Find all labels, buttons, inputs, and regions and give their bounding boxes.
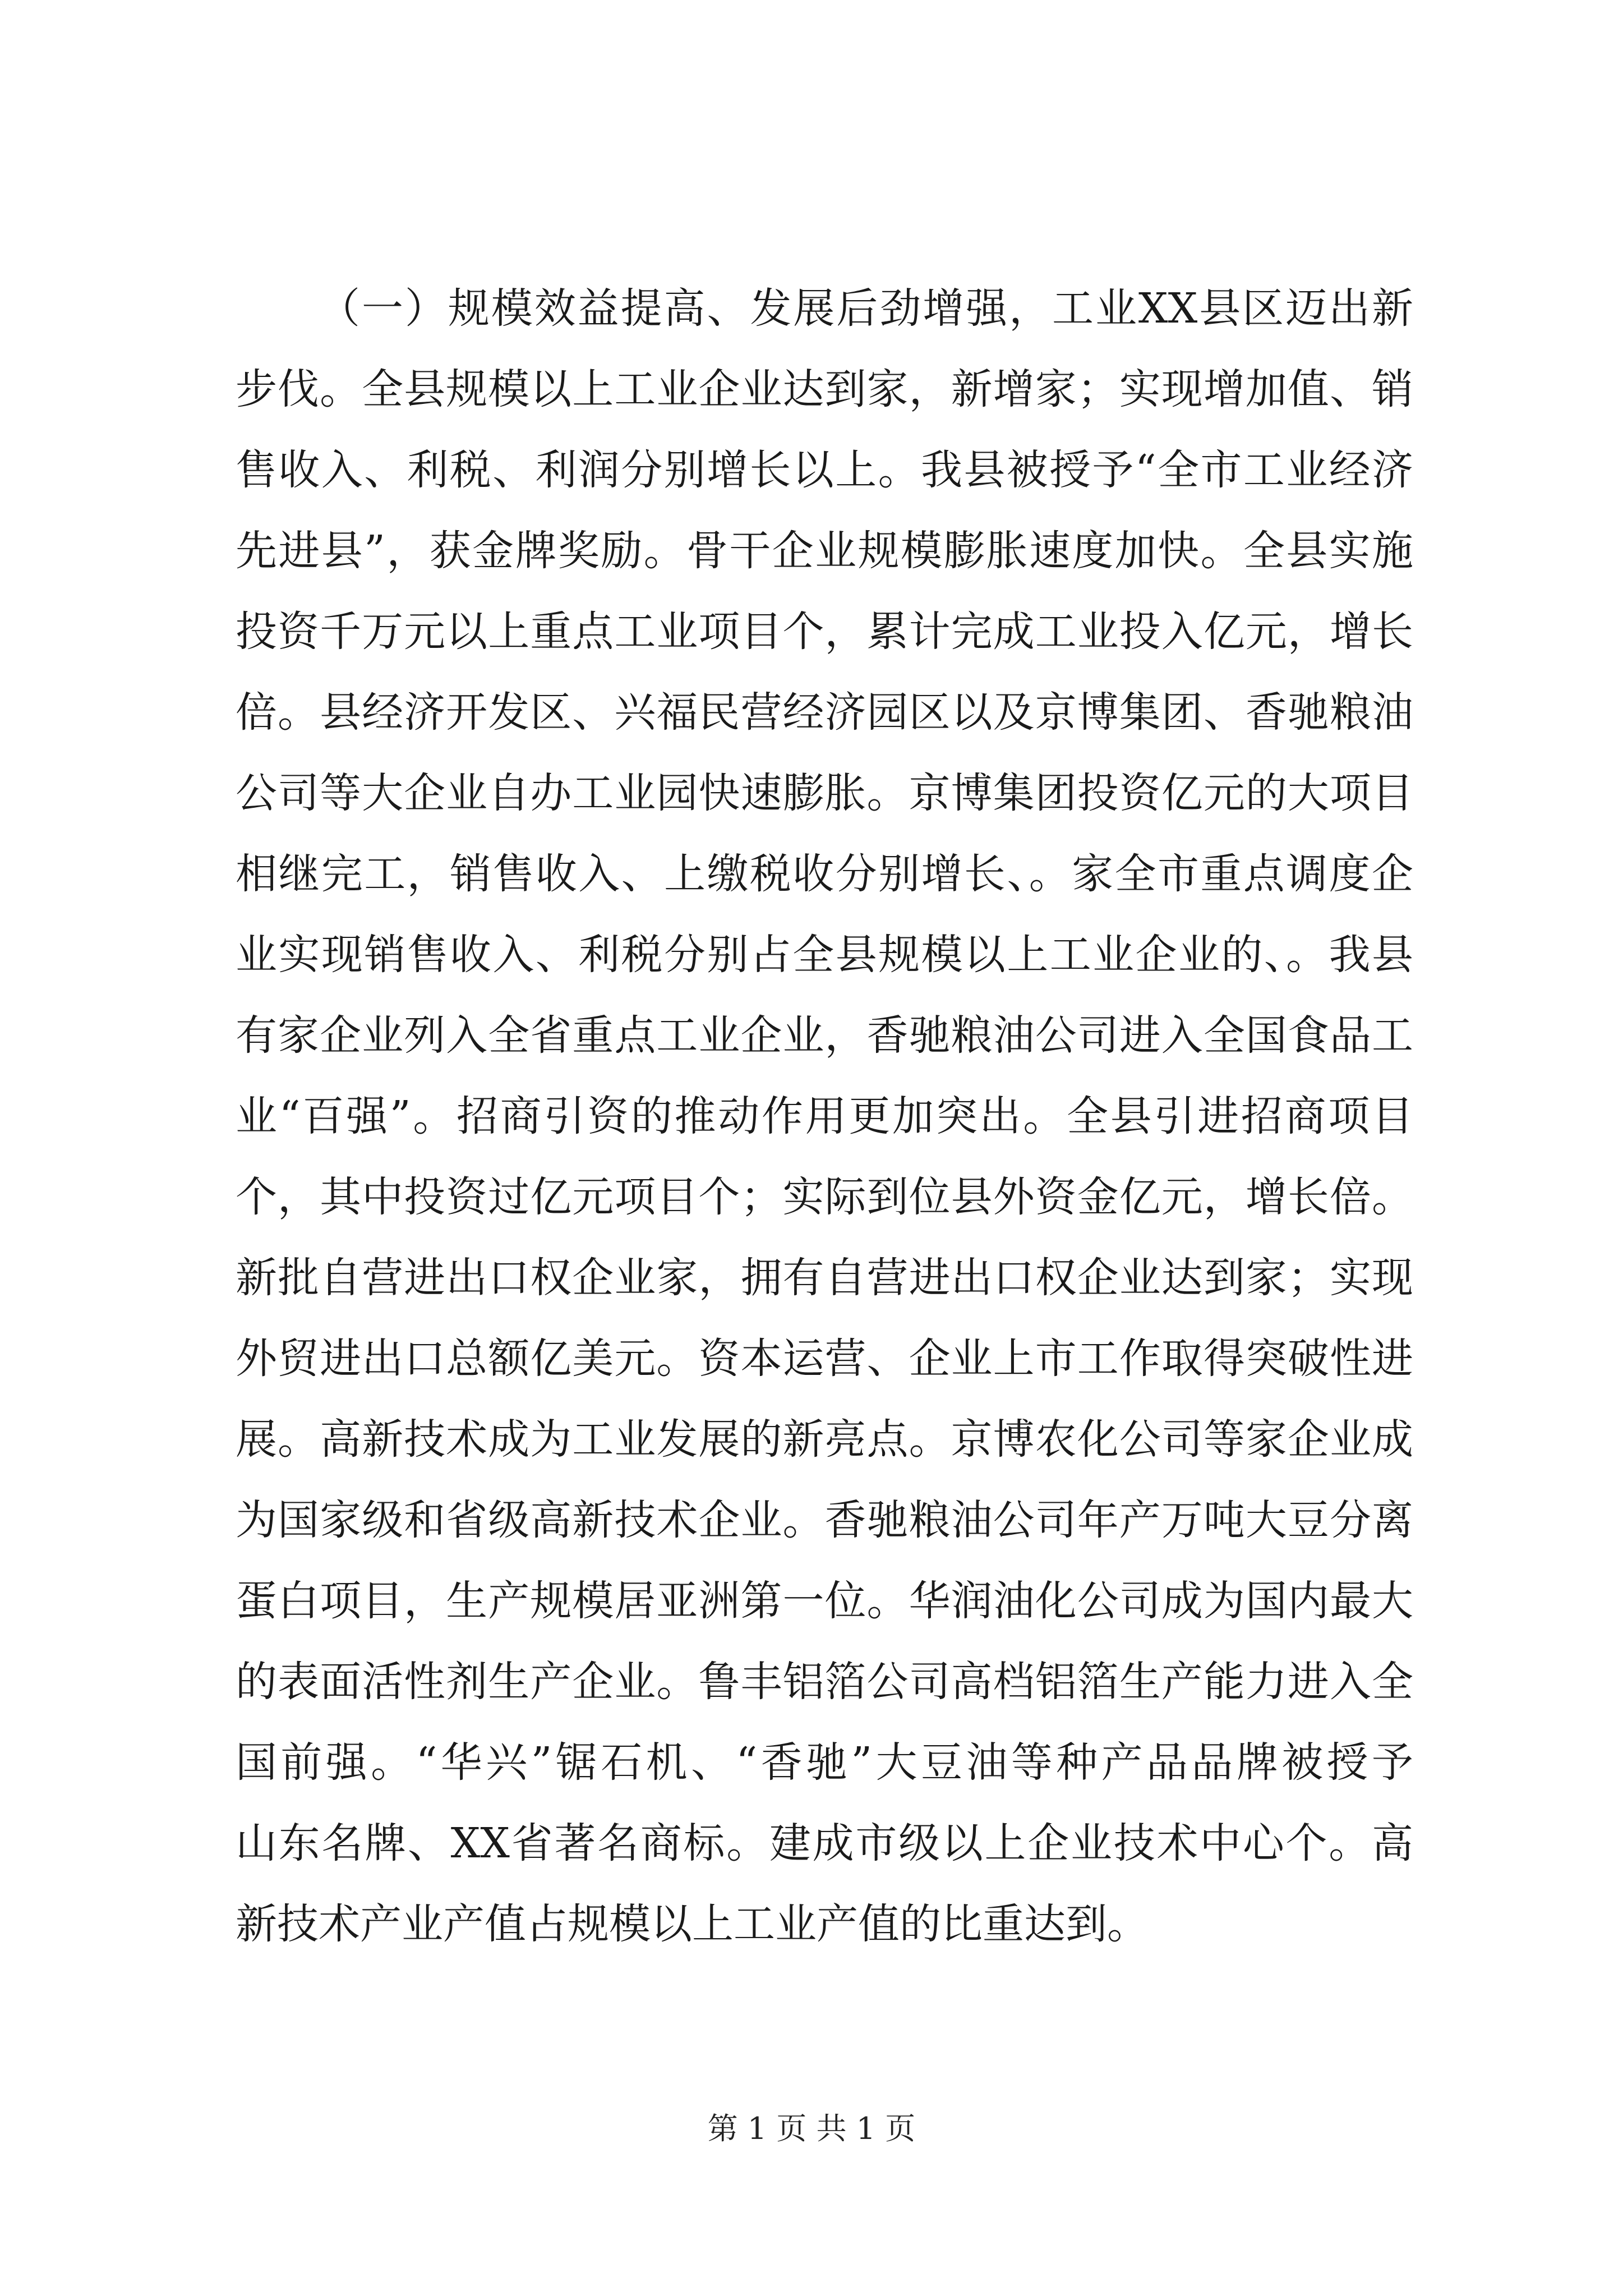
paragraph-line: 新批自营进出口权企业家，拥有自营进出口权企业达到家；实现 — [236, 1254, 1413, 1302]
paragraph-line: 外贸进出口总额亿美元。资本运营、企业上市工作取得突破性进 — [236, 1335, 1413, 1383]
paragraph-line: 的表面活性剂生产企业。鲁丰铝箔公司高档铝箔生产能力进入全 — [236, 1658, 1413, 1706]
paragraph-line: 投资千万元以上重点工业项目个，累计完成工业投入亿元，增长 — [236, 608, 1413, 656]
paragraph-line: 先进县”，获金牌奖励。骨干企业规模膨胀速度加快。全县实施 — [236, 527, 1413, 575]
body-paragraph — [236, 268, 1413, 1964]
paragraph-line: 蛋白项目，生产规模居亚洲第一位。华润油化公司成为国内最大 — [236, 1577, 1413, 1625]
paragraph-line: 个，其中投资过亿元项目个；实际到位县外资金亿元，增长倍。 — [236, 1173, 1413, 1221]
paragraph-line: 有家企业列入全省重点工业企业，香驰粮油公司进入全国食品工 — [236, 1011, 1413, 1060]
paragraph-line: （一）规模效益提高、发展后劲增强，工业XX县区迈出新 — [319, 284, 1413, 333]
paragraph-line: 为国家级和省级高新技术企业。香驰粮油公司年产万吨大豆分离 — [236, 1496, 1413, 1544]
paragraph-line: 步伐。全县规模以上工业企业达到家，新增家；实现增加值、销 — [236, 365, 1413, 413]
paragraph-line: 山东名牌、XX省著名商标。建成市级以上企业技术中心个。高 — [236, 1819, 1413, 1867]
paragraph-line: 国前强。“华兴”锯石机、“香驰”大豆油等种产品品牌被授予 — [236, 1738, 1413, 1787]
paragraph-line: 售收入、利税、利润分别增长以上。我县被授予“全市工业经济 — [236, 446, 1413, 494]
page-footer: 第 1 页 共 1 页 — [707, 2111, 916, 2146]
paragraph-line: 业“百强”。招商引资的推动作用更加突出。全县引进招商项目 — [236, 1092, 1413, 1140]
paragraph-line: 新技术产业产值占规模以上工业产值的比重达到。 — [236, 1900, 1149, 1948]
paragraph-line: 业实现销售收入、利税分别占全县规模以上工业企业的、。我县 — [236, 931, 1413, 979]
paragraph-line: 公司等大企业自办工业园快速膨胀。京博集团投资亿元的大项目 — [236, 769, 1413, 817]
paragraph-line: 展。高新技术成为工业发展的新亮点。京博农化公司等家企业成 — [236, 1415, 1413, 1464]
paragraph-line: 倍。县经济开发区、兴福民营经济园区以及京博集团、香驰粮油 — [236, 688, 1413, 737]
paragraph-line: 相继完工，销售收入、上缴税收分别增长、。家全市重点调度企 — [236, 850, 1413, 898]
